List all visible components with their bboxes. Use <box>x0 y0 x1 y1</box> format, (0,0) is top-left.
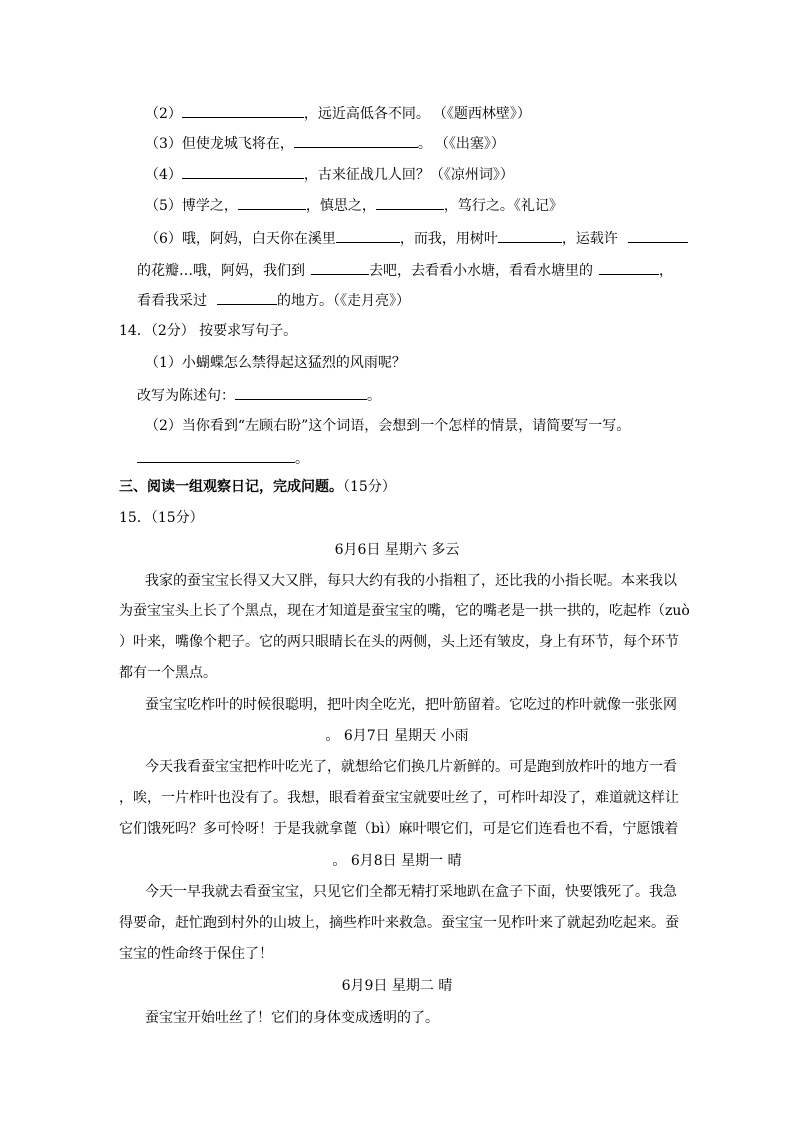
diary-text-line: 都有一个黑点。 <box>119 665 217 681</box>
diary-text-line: ）叶来，嘴像个耙子。它的两只眼睛长在头的两侧，头上还有皱皮，身上有环节，每个环节 <box>119 634 679 650</box>
answer-blank[interactable] <box>137 448 295 463</box>
diary-date-1: 6月6日 星期六 多云 <box>334 542 460 558</box>
diary-text-line: 它们饿死吗？多可怜呀！于是我就拿蓖（bì）麻叶喂它们，可是它们连看也不看，宁愿饿着 <box>119 821 679 837</box>
poem-item-2: （2） ，远近高低各不同。 （《题西林壁》） <box>145 103 531 124</box>
answer-blank[interactable] <box>376 195 444 210</box>
poem-item-6-line2: 的花瓣…哦，阿妈，我们到 去吧，去看看小水塘，看看水塘里的 ， <box>137 260 673 281</box>
answer-blank[interactable] <box>235 385 367 400</box>
diary-text-line: 得要命，赶忙跑到村外的山坡上，摘些柞叶来救急。蚕宝宝一见柞叶来了就起劲吃起来。蚕 <box>119 915 679 931</box>
answer-blank[interactable] <box>599 260 659 275</box>
diary-text-line: 今天我看蚕宝宝把柞叶吃光了，就想给它们换几片新鲜的。可是跑到放柞叶的地方一看 <box>145 759 677 775</box>
question-14-sub2-answer: 。 <box>137 448 309 469</box>
quote-item-5: （5）博学之， ，慎思之， ，笃行之。《礼记》 <box>145 195 563 216</box>
section-3-heading: 三、阅读一组观察日记，完成问题。（15分） <box>119 479 396 495</box>
answer-blank[interactable] <box>238 195 306 210</box>
poem-item-3: （3）但使龙城飞将在， 。 （《出塞》） <box>145 133 505 154</box>
diary-text-line: 宝宝的性命终于保住了！ <box>119 946 273 962</box>
poem-item-4: （4） ，古来征战几人回？（《凉州词》） <box>145 164 514 185</box>
poem-item-6-line3: 看看我采过 的地方。（《走月亮》） <box>137 290 410 311</box>
answer-blank[interactable] <box>311 260 369 275</box>
question-14-sub1: （1）小蝴蝶怎么禁得起这猛烈的风雨呢？ <box>145 355 406 371</box>
question-14-sub2: （2）当你看到“左顾右盼”这个词语，会想到一个怎样的情景，请简要写一写。 <box>145 418 631 434</box>
diary-text-line: 为蚕宝宝头上长了个黑点，现在才知道是蚕宝宝的嘴，它的嘴老是一拱一拱的，吃起柞（zuò <box>119 603 690 619</box>
poem-item-6-line1: （6）哦，阿妈，白天你在溪里 ，而我，用树叶 ，运载许 <box>145 228 688 249</box>
answer-blank[interactable] <box>217 290 277 305</box>
question-15-heading: 15．（15分） <box>119 510 204 526</box>
answer-blank[interactable] <box>182 164 304 179</box>
question-14-heading: 14．（2分） 按要求写句子。 <box>119 323 298 339</box>
diary-text-line: 今天一早我就去看蚕宝宝，只见它们全都无精打采地趴在盒子下面，快要饿死了。我急 <box>145 884 677 900</box>
answer-blank[interactable] <box>182 103 304 118</box>
diary-date-3: 。 6月8日 星期一 晴 <box>332 853 462 869</box>
answer-blank[interactable] <box>498 228 562 243</box>
diary-text-line: ，唉，一片柞叶也没有了。我想，眼看着蚕宝宝就要吐丝了，可柞叶却没了，难道就这样让 <box>119 790 679 806</box>
answer-blank[interactable] <box>336 228 400 243</box>
diary-text-line: 蚕宝宝吃柞叶的时候很聪明，把叶肉全吃光，把叶筋留着。它吃过的柞叶就像一张张网 <box>145 697 677 713</box>
diary-date-4: 6月9日 星期二 晴 <box>341 978 453 994</box>
diary-date-2: 。 6月7日 星期天 小雨 <box>325 728 469 744</box>
diary-text-line: 我家的蚕宝宝长得又大又胖，每只大约有我的小指粗了，还比我的小指长呢。本来我以 <box>145 573 677 589</box>
diary-text-line: 蚕宝宝开始吐丝了！它们的身体变成透明的了。 <box>145 1010 439 1026</box>
answer-blank[interactable] <box>294 133 418 148</box>
question-14-sub1-task: 改写为陈述句： 。 <box>137 385 381 406</box>
answer-blank[interactable] <box>628 228 688 243</box>
